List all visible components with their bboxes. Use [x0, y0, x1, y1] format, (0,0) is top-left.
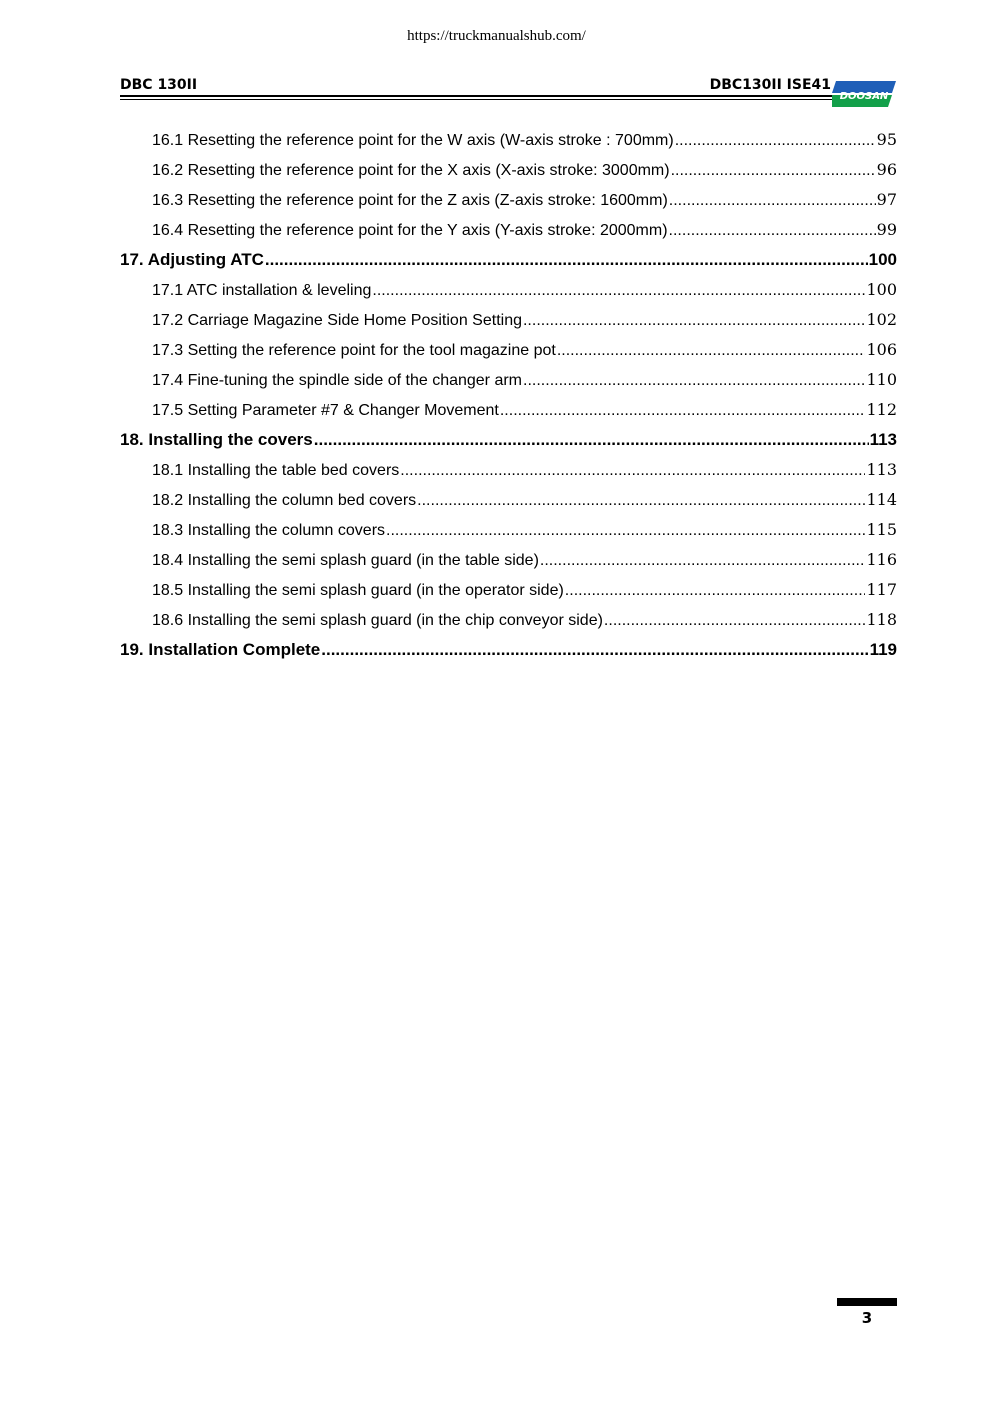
toc-entry-title: 17.3 Setting the reference point for the tool magazine pot	[152, 342, 556, 359]
toc-entry-title: 18.1 Installing the table bed covers	[152, 462, 400, 479]
toc-section-entry[interactable]	[120, 190, 897, 220]
toc-dot-leader	[669, 192, 876, 210]
toc-dot-leader	[314, 430, 869, 450]
toc-entry-title: 18.5 Installing the semi splash guard (in the operator side)	[152, 582, 564, 599]
toc-section-entry[interactable]	[120, 340, 897, 370]
table-of-contents	[120, 130, 897, 670]
toc-section-entry[interactable]	[120, 220, 897, 250]
header-rule-thin	[120, 99, 834, 100]
toc-entry-title: 17. Adjusting ATC	[120, 250, 264, 269]
toc-dot-leader	[386, 522, 865, 540]
toc-entry-page: 115	[866, 520, 897, 539]
toc-dot-leader	[675, 132, 876, 150]
toc-entry-title: 17.5 Setting Parameter #7 & Changer Movement	[152, 402, 499, 419]
page-number-bar	[837, 1298, 897, 1306]
toc-chapter-entry[interactable]	[120, 640, 897, 670]
page-number: 3	[861, 1309, 873, 1327]
toc-section-entry[interactable]	[120, 280, 897, 310]
toc-entry-title: 18.4 Installing the semi splash guard (in the table side)	[152, 552, 539, 569]
toc-section-entry[interactable]	[120, 610, 897, 640]
toc-entry-page: 118	[866, 610, 897, 629]
toc-dot-leader	[565, 582, 866, 600]
toc-entry-page: 100	[868, 250, 897, 269]
source-url: https://truckmanualshub.com/	[407, 28, 586, 44]
toc-entry-title: 16.2 Resetting the reference point for the X axis (X-axis stroke: 3000mm)	[152, 162, 670, 179]
toc-entry-title: 16.4 Resetting the reference point for the Y axis (Y-axis stroke: 2000mm)	[152, 222, 668, 239]
toc-section-entry[interactable]	[120, 310, 897, 340]
toc-entry-page: 110	[866, 370, 897, 389]
toc-entry-page: 97	[876, 190, 897, 209]
toc-section-entry[interactable]	[120, 490, 897, 520]
toc-section-entry[interactable]	[120, 460, 897, 490]
toc-dot-leader	[540, 552, 866, 570]
toc-dot-leader	[321, 640, 868, 660]
toc-section-entry[interactable]	[120, 400, 897, 430]
toc-dot-leader	[669, 222, 876, 240]
toc-dot-leader	[400, 462, 865, 480]
toc-chapter-entry[interactable]	[120, 250, 897, 280]
toc-dot-leader	[500, 402, 866, 420]
toc-dot-leader	[523, 372, 865, 390]
toc-entry-title: 19. Installation Complete	[120, 640, 321, 659]
toc-entry-title: 16.3 Resetting the reference point for the Z axis (Z-axis stroke: 1600mm)	[152, 192, 668, 209]
toc-dot-leader	[417, 492, 865, 510]
header-right-title: DBC130II ISE41	[709, 77, 831, 93]
toc-entry-page: 113	[869, 430, 897, 449]
toc-entry-page: 112	[866, 400, 897, 419]
toc-entry-title: 18. Installing the covers	[120, 430, 313, 449]
toc-entry-title: 18.2 Installing the column bed covers	[152, 492, 417, 509]
toc-chapter-entry[interactable]	[120, 430, 897, 460]
toc-section-entry[interactable]	[120, 160, 897, 190]
doosan-logo	[832, 79, 898, 109]
toc-entry-page: 100	[866, 280, 897, 299]
toc-dot-leader	[265, 250, 868, 270]
toc-dot-leader	[671, 162, 876, 180]
toc-entry-title: 17.2 Carriage Magazine Side Home Position Setting	[152, 312, 522, 329]
toc-entry-title: 17.1 ATC installation & leveling	[152, 282, 372, 299]
toc-entry-page: 95	[876, 130, 897, 149]
toc-entry-title: 18.6 Installing the semi splash guard (in the chip conveyor side)	[152, 612, 603, 629]
toc-dot-leader	[557, 342, 866, 360]
header-rule	[120, 95, 834, 97]
toc-entry-page: 113	[866, 460, 897, 479]
toc-entry-page: 114	[866, 490, 897, 509]
toc-dot-leader	[523, 312, 865, 330]
toc-entry-page: 119	[869, 640, 897, 659]
logo-text: DOOSAN	[839, 91, 889, 102]
toc-entry-page: 116	[866, 550, 897, 569]
toc-entry-page: 102	[866, 310, 897, 329]
toc-entry-page: 96	[876, 160, 897, 179]
toc-section-entry[interactable]	[120, 550, 897, 580]
header-left-title: DBC 130II	[120, 77, 198, 93]
toc-section-entry[interactable]	[120, 370, 897, 400]
toc-entry-page: 117	[866, 580, 897, 599]
toc-dot-leader	[372, 282, 865, 300]
toc-entry-title: 17.4 Fine-tuning the spindle side of the changer arm	[152, 372, 523, 389]
toc-section-entry[interactable]	[120, 520, 897, 550]
toc-dot-leader	[604, 612, 866, 630]
toc-entry-page: 99	[876, 220, 897, 239]
toc-entry-title: 16.1 Resetting the reference point for the W axis (W-axis stroke : 700mm)	[152, 132, 674, 149]
toc-section-entry[interactable]	[120, 580, 897, 610]
toc-section-entry[interactable]	[120, 130, 897, 160]
toc-entry-page: 106	[866, 340, 897, 359]
toc-entry-title: 18.3 Installing the column covers	[152, 522, 386, 539]
